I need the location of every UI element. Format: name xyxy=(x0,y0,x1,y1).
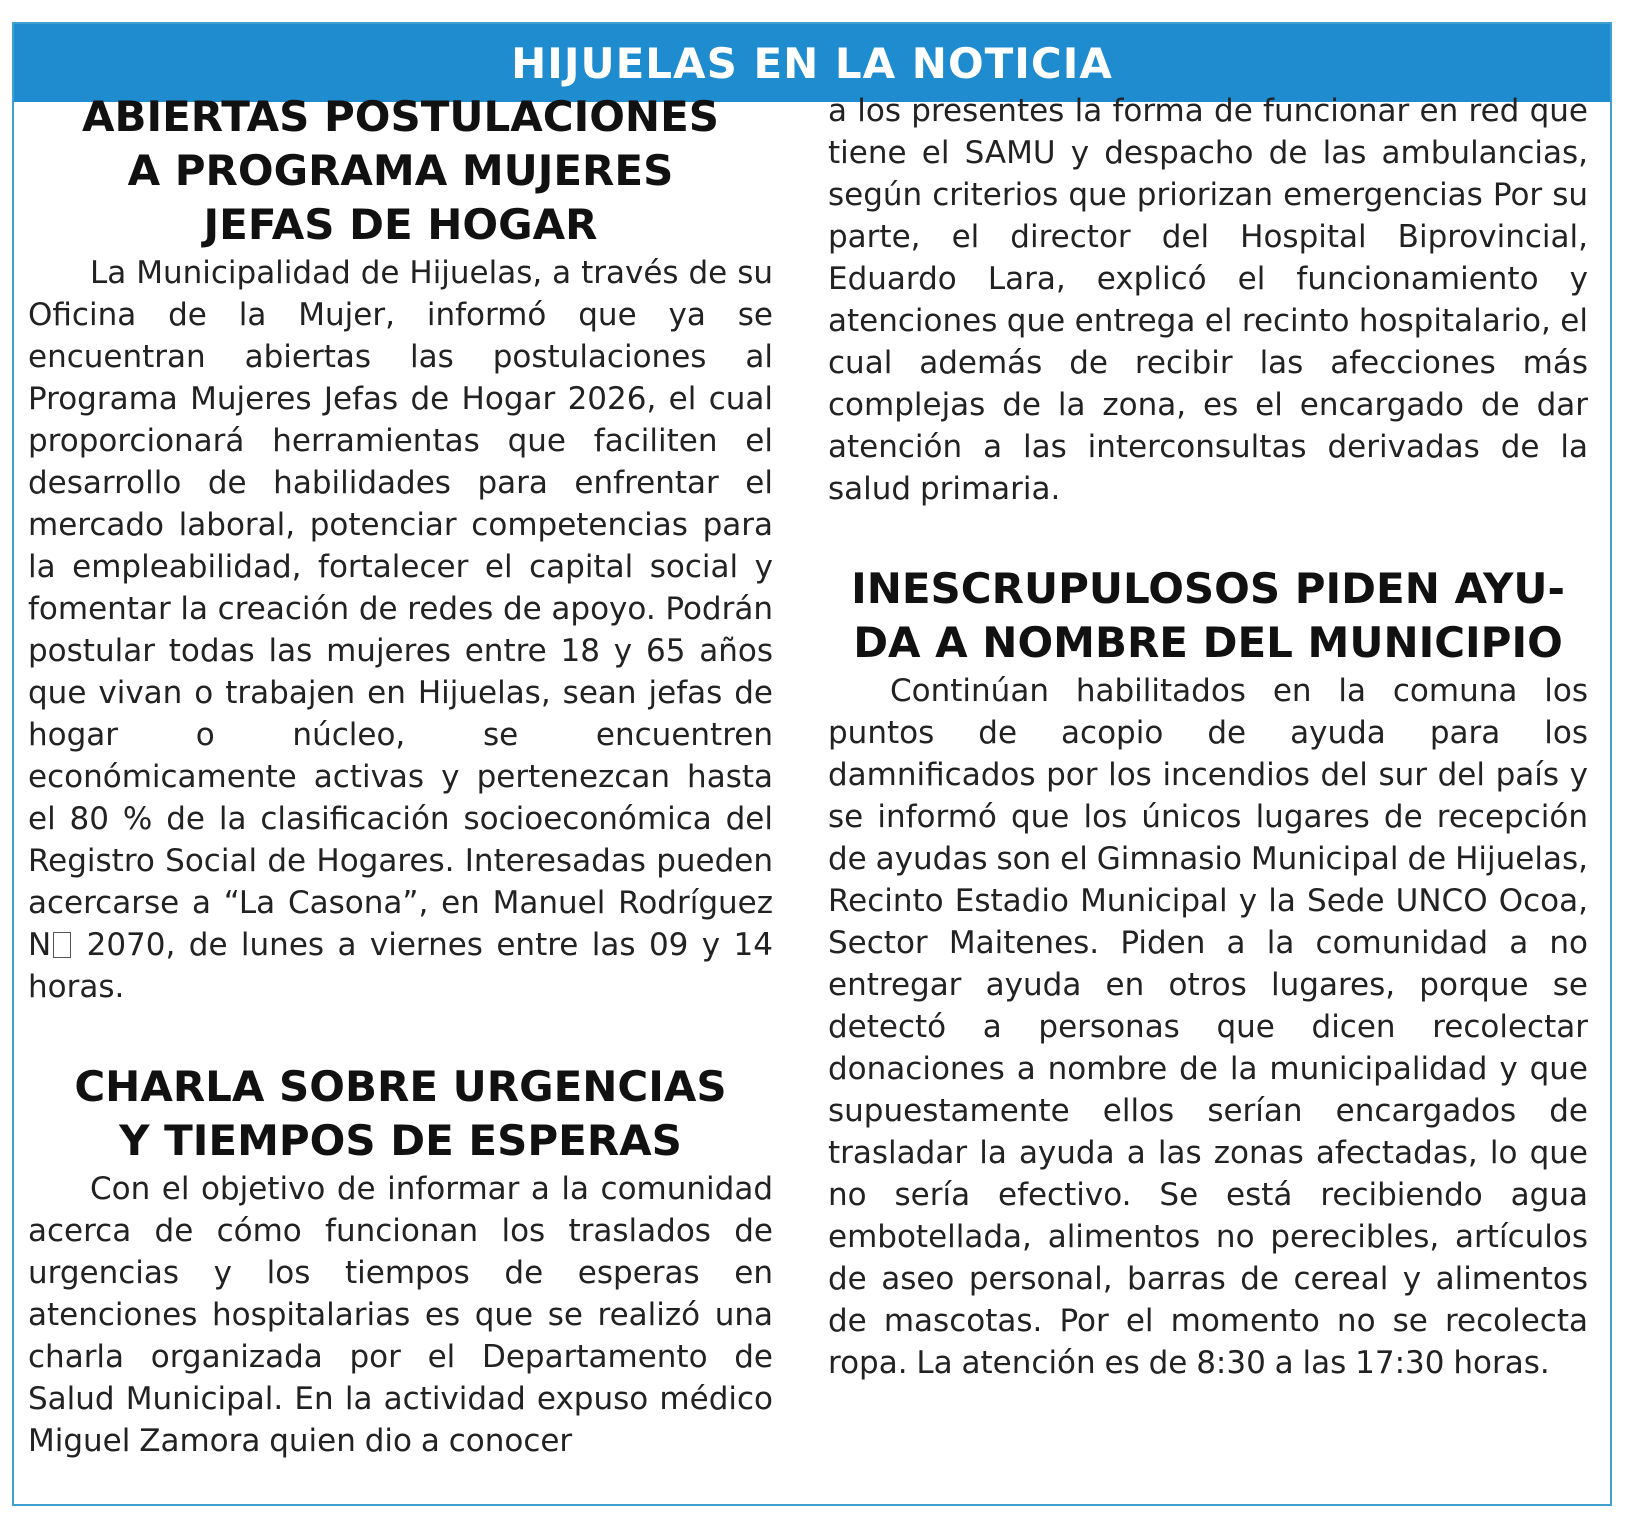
article-2-body-part1: Con el objetivo de informar a la comunidad acerca de cómo funcionan los traslados de urgencias y los tiempos de esperas en atenciones hospitalarias es que se realizó una charla organizada por el Departamento de Salud Municipal. En la actividad expuso médico Miguel Zamora quien dio a conocer xyxy=(28,1171,773,1459)
article-1-body xyxy=(28,252,773,1008)
headline-line: INESCRUPULOSOS PIDEN AYU- xyxy=(851,564,1565,613)
headline-line: JEFAS DE HOGAR xyxy=(203,200,598,249)
article-1-body-text: La Municipalidad de Hijuelas, a través de su Oficina de la Mujer, informó que ya se encuentran abiertas las postulaciones al Programa Mujeres Jefas de Hogar 2026, el cual proporcionará herramientas que faciliten el desarrollo de habilidades para enfrentar el mercado laboral, potenciar competencias para la empleabilidad, fortalecer el capital social y fomentar la creación de redes de apoyo. Podrán postular todas las mujeres entre 18 y 65 años que vivan o trabajen en Hijuelas, sean jefas de hogar o núcleo, se encuentren económicamente activas y pertenezcan hasta el 80 % de la clasificación socioeconómica del Registro Social de Hogares. Interesadas pueden acercarse a “La Casona”, en Manuel Rodríguez N xyxy=(28,255,773,963)
headline-line: CHARLA SOBRE URGENCIAS xyxy=(74,1062,727,1111)
left-column xyxy=(28,90,773,1462)
right-column xyxy=(828,90,1588,1384)
article-3-headline xyxy=(828,562,1588,670)
missing-glyph-icon xyxy=(53,932,71,958)
article-2-body-part2: a los presentes la forma de funcionar en red que tiene el SAMU y despacho de las ambulancias, según criterios que priorizan emergencias Por su parte, el director del Hospital Biprovincial, Eduardo Lara, explicó el funcionamiento y atenciones que entrega el recinto hospitalario, el cual además de recibir las afecciones más complejas de la zona, es el encargado de dar atención a las interconsultas derivadas de la salud primaria. xyxy=(828,93,1588,507)
article-1-headline xyxy=(28,90,773,252)
headline-line: DA A NOMBRE DEL MUNICIPIO xyxy=(853,618,1563,667)
headline-line: Y TIEMPOS DE ESPERAS xyxy=(119,1116,682,1165)
article-2-headline xyxy=(28,1060,773,1168)
article-3-body: Continúan habilitados en la comuna los puntos de acopio de ayuda para los damnificados por los incendios del sur del país y se informó que los únicos lugares de recepción de ayudas son el Gimnasio Municipal de Hijuelas, Recinto Estadio Municipal y la Sede UNCO Ocoa, Sector Maitenes. Piden a la comunidad a no entregar ayuda en otros lugares, porque se detectó a personas que dicen recolectar donaciones a nombre de la municipalidad y que supuestamente ellos serían encargados de trasladar la ayuda a las zonas afectadas, lo que no sería efectivo. Se está recibiendo agua embotellada, alimentos no perecibles, artículos de aseo personal, barras de cereal y alimentos de mascotas. Por el momento no se recolecta ropa. La atención es de 8:30 a las 17:30 horas. xyxy=(828,673,1588,1381)
headline-line: ABIERTAS POSTULACIONES xyxy=(81,92,720,141)
headline-line: A PROGRAMA MUJERES xyxy=(127,146,674,195)
article-1-body-text-end: 2070, de lunes a viernes entre las 09 y 14 horas. xyxy=(28,927,773,1005)
section-title: HIJUELAS EN LA NOTICIA xyxy=(511,38,1113,88)
